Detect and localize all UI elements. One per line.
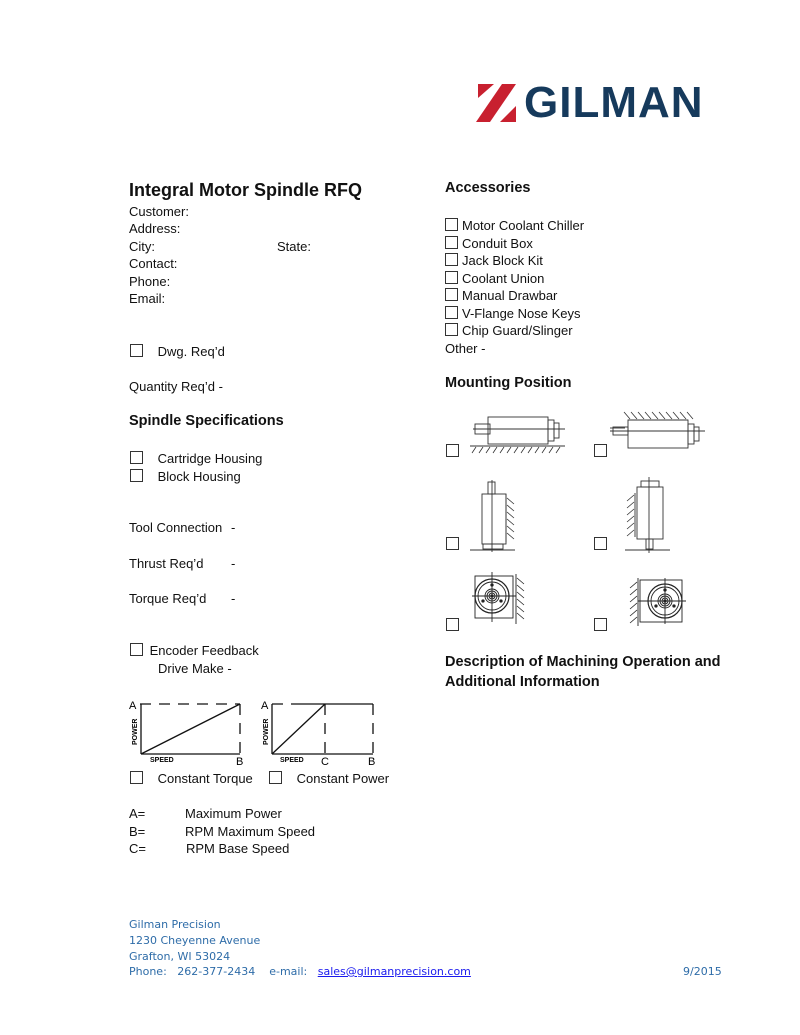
- constant-power-diagram: [260, 698, 380, 768]
- torque-reqd-dash: -: [231, 591, 236, 606]
- legend-c-value: RPM Base Speed: [186, 841, 290, 856]
- ct-label-b: B: [236, 756, 244, 768]
- thrust-reqd-label: Thrust Req’d: [129, 556, 204, 571]
- block-housing-label: Block Housing: [157, 469, 241, 484]
- cp-power-curve: [272, 704, 325, 754]
- cp-x-axis-label: SPEED: [280, 757, 304, 764]
- cp-label-c: C: [321, 756, 329, 768]
- gilman-logo: [476, 78, 716, 127]
- customer-label: Customer:: [129, 204, 189, 219]
- constant-power-checkbox[interactable]: [269, 771, 282, 784]
- cartridge-housing-label: Cartridge Housing: [157, 451, 263, 466]
- constant-torque-option[interactable]: [130, 770, 253, 787]
- accessory-label: Jack Block Kit: [462, 253, 543, 268]
- state-label: State:: [277, 239, 311, 254]
- footer-contact-line: [129, 964, 471, 980]
- drive-make-label: Drive Make -: [158, 661, 232, 676]
- tool-connection-label: Tool Connection: [129, 520, 223, 535]
- torque-reqd-label: Torque Req’d: [129, 591, 207, 606]
- accessory-label: V-Flange Nose Keys: [462, 305, 581, 321]
- constant-torque-checkbox[interactable]: [130, 771, 143, 784]
- accessory-item[interactable]: [445, 305, 584, 323]
- encoder-feedback-label: Encoder Feedback: [149, 643, 259, 658]
- accessory-label: Manual Drawbar: [462, 288, 558, 303]
- accessory-item[interactable]: [445, 217, 584, 235]
- accessory-checkbox[interactable]: [445, 323, 458, 336]
- footer-phone: 262-377-2434: [177, 965, 256, 978]
- accessories-list: [445, 217, 584, 357]
- phone-label: Phone:: [129, 274, 171, 289]
- mounting-option-5-checkbox[interactable]: [446, 618, 459, 631]
- accessory-item[interactable]: [445, 287, 584, 305]
- quantity-reqd-label: Quantity Req’d -: [129, 379, 223, 394]
- accessory-other: Other -: [445, 340, 486, 356]
- constant-torque-diagram: [128, 698, 248, 768]
- ct-y-axis-label: POWER: [132, 718, 139, 745]
- footer-city: Grafton, WI 53024: [129, 950, 231, 963]
- vertical-right-wall-mount-icon: [470, 480, 530, 552]
- accessory-label: Chip Guard/Slinger: [462, 323, 573, 338]
- ct-power-curve: [141, 704, 240, 754]
- address-label: Address:: [129, 221, 181, 236]
- legend-a-key: A=: [129, 806, 146, 821]
- encoder-feedback-checkbox[interactable]: [130, 643, 143, 656]
- mounting-heading: Mounting Position: [445, 375, 572, 391]
- footer-street: 1230 Cheyenne Avenue: [129, 934, 261, 947]
- vertical-left-wall-mount-icon: [625, 475, 685, 555]
- accessory-item[interactable]: [445, 270, 584, 288]
- accessory-label: Coolant Union: [462, 270, 545, 286]
- cartridge-housing-checkbox[interactable]: [130, 451, 143, 464]
- thrust-reqd-dash: -: [231, 556, 236, 571]
- face-left-wall-mount-icon: [630, 578, 690, 633]
- accessory-checkbox[interactable]: [445, 218, 458, 231]
- footer-phone-label: Phone:: [129, 965, 167, 978]
- ct-label-a: A: [129, 700, 137, 712]
- face-right-wall-mount-icon: [472, 572, 532, 632]
- cartridge-housing-option[interactable]: [130, 450, 262, 467]
- page-title: Integral Motor Spindle RFQ: [129, 180, 362, 200]
- mounting-option-4-checkbox[interactable]: [594, 537, 607, 550]
- legend-c-key: C=: [129, 841, 146, 856]
- accessory-item[interactable]: [445, 235, 584, 253]
- mounting-option-6-checkbox[interactable]: [594, 618, 607, 631]
- mounting-option-3-checkbox[interactable]: [446, 537, 459, 550]
- accessory-checkbox[interactable]: [445, 288, 458, 301]
- accessory-checkbox[interactable]: [445, 306, 458, 319]
- footer-company: Gilman Precision: [129, 918, 221, 931]
- ct-x-axis-label: SPEED: [150, 757, 174, 764]
- footer-email-label: e-mail:: [269, 965, 308, 978]
- horizontal-base-mount-icon: [470, 410, 570, 455]
- dwg-reqd-option[interactable]: [130, 343, 225, 360]
- accessories-heading: Accessories: [445, 180, 531, 196]
- legend-a-value: Maximum Power: [185, 806, 282, 821]
- mounting-option-2-checkbox[interactable]: [594, 444, 607, 457]
- block-housing-option[interactable]: [130, 468, 241, 485]
- accessory-label: Conduit Box: [462, 235, 533, 251]
- contact-label: Contact:: [129, 256, 178, 271]
- encoder-feedback-option[interactable]: [130, 642, 259, 659]
- spindle-specs-heading: Spindle Specifications: [129, 413, 284, 429]
- mounting-option-1-checkbox[interactable]: [446, 444, 459, 457]
- accessory-checkbox[interactable]: [445, 253, 458, 266]
- accessory-label: Motor Coolant Chiller: [462, 218, 585, 233]
- dwg-reqd-label: Dwg. Req’d: [157, 344, 225, 359]
- block-housing-checkbox[interactable]: [130, 469, 143, 482]
- legend-b-value: RPM Maximum Speed: [185, 824, 316, 839]
- email-label: Email:: [129, 291, 166, 306]
- cp-label-a: A: [261, 700, 269, 712]
- description-heading: Description of Machining Operation and Additional Information: [445, 654, 721, 690]
- accessory-checkbox[interactable]: [445, 271, 458, 284]
- logo-mark-icon: [476, 84, 516, 122]
- footer-email-link[interactable]: sales@gilmanprecision.com: [317, 965, 471, 978]
- horizontal-top-mount-icon: [610, 410, 710, 455]
- legend-b-key: B=: [129, 824, 146, 839]
- accessory-item[interactable]: [445, 322, 584, 340]
- constant-torque-label: Constant Torque: [157, 771, 253, 786]
- dwg-reqd-checkbox[interactable]: [130, 344, 143, 357]
- footer-date: 9/2015: [683, 965, 722, 978]
- logo-wordmark: GILMAN: [524, 78, 704, 127]
- cp-y-axis-label: POWER: [263, 718, 270, 745]
- accessory-item[interactable]: [445, 252, 584, 270]
- city-label: City:: [129, 239, 155, 254]
- accessory-checkbox[interactable]: [445, 236, 458, 249]
- tool-connection-dash: -: [231, 520, 236, 535]
- constant-power-option[interactable]: [269, 770, 389, 787]
- constant-power-label: Constant Power: [296, 771, 390, 786]
- cp-label-b: B: [368, 756, 376, 768]
